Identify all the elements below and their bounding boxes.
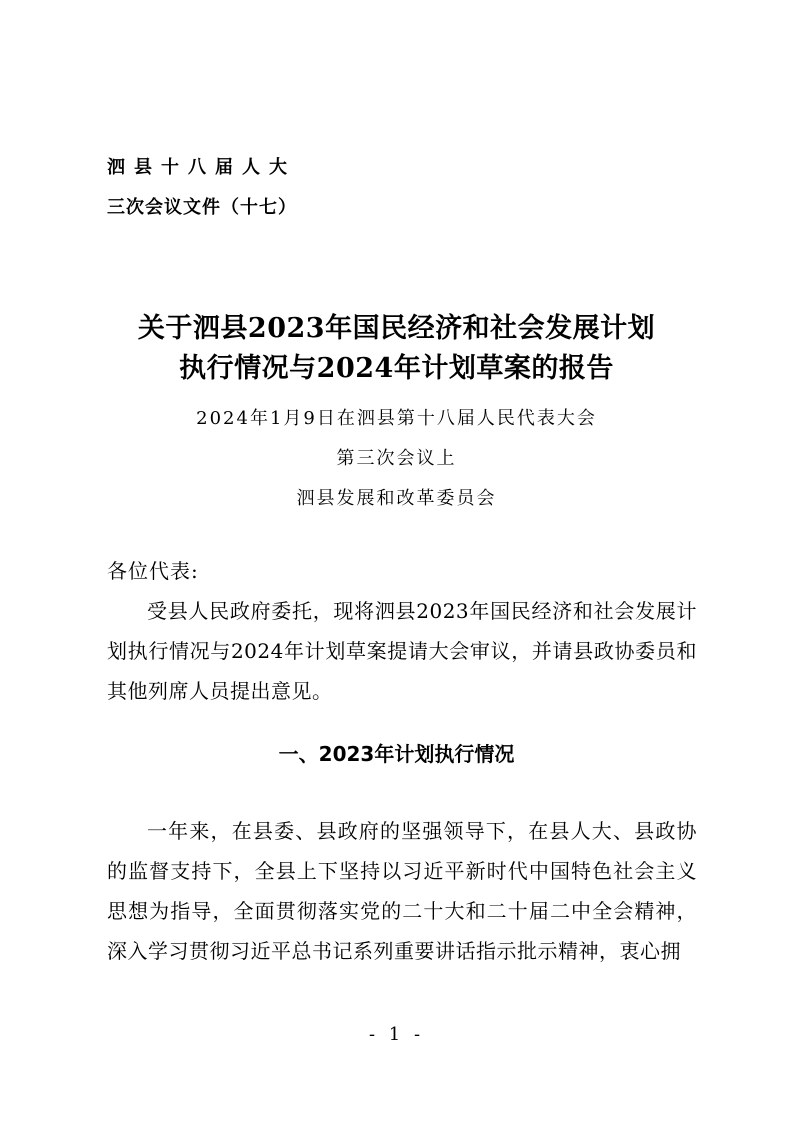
section-heading: 一、2023年计划执行情况 [278,742,515,766]
document-title-line-1: 关于泗县2023年国民经济和社会发展计划 [137,313,656,344]
salutation: 各位代表: [107,559,199,583]
section-paragraph: 一年来，在县委、县政府的坚强领导下，在县人大、县政协的监督支持下，全县上下坚持以习近平新时代中国特色社会主义思想为指导，全面贯彻落实党的二十大和二十届二中全会精神，深入学习贯彻习近平总书记系列重要讲话指示批示精神，衷心拥 [107,819,697,963]
document-header-line-1: 泗县十八届人大 [107,157,296,178]
subtitle-author-line: 泗县发展和改革委员会 [296,488,497,509]
document-header-line-2: 三次会议文件（十七） [107,197,297,218]
subtitle-session-line: 第三次会议上 [336,448,457,469]
page-number: - 1 - [368,1024,425,1045]
intro-paragraph: 受县人民政府委托，现将泗县2023年国民经济和社会发展计划执行情况与2024年计划草案提请大会审议，并请县政协委员和其他列席人员提出意见。 [107,599,697,703]
document-title-line-2: 执行情况与2024年计划草案的报告 [179,353,614,384]
subtitle-date-line: 2024年1月9日在泗县第十八届人民代表大会 [196,408,597,429]
